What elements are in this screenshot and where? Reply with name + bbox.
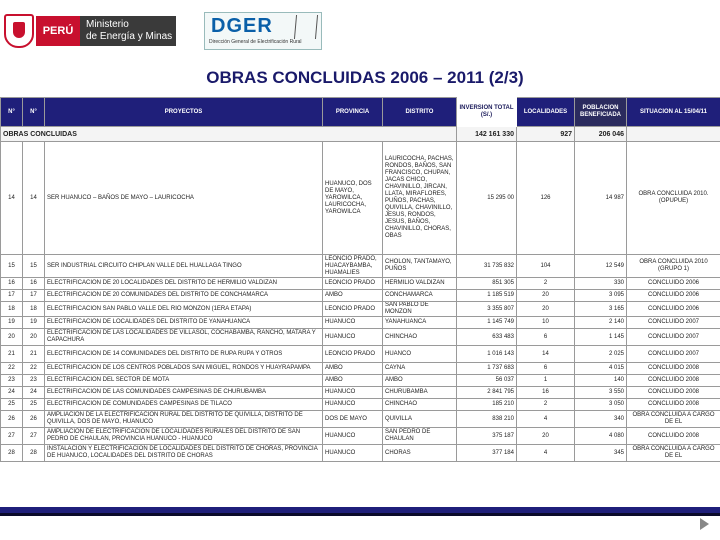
row-n2: 24 (23, 387, 45, 399)
row-provincia: HUANUCO (323, 399, 383, 411)
table-row (1, 346, 720, 363)
row-poblacion: 3 050 (575, 399, 627, 411)
row-n1: 22 (1, 363, 23, 375)
table-row (1, 302, 720, 317)
row-n2: 23 (23, 375, 45, 387)
row-proyecto: ELECTRIFICACION DE 14 COMUNIDADES DEL DISTRITO DE RUPA RUPA Y OTROS (45, 346, 323, 363)
row-proyecto: ELECTRIFICACION DE LOCALIDADES DEL DISTRITO DE YANAHUANCA (45, 317, 323, 329)
row-poblacion: 4 015 (575, 363, 627, 375)
row-n1: 15 (1, 255, 23, 278)
row-situacion: OBRA CONCLUIDA 2010 (GRUPO 1) (627, 255, 720, 278)
col-header-situacion: SITUACION AL 15/04/11 (627, 98, 720, 127)
row-situacion: CONCLUIDO 2006 (627, 290, 720, 302)
row-proyecto: AMPLIACION DE ELECTRIFICACION DE LOCALIDADES RURALES DEL DISTRITO DE SAN PEDRO DE CHAULAN, PROVINCIA HUANUCO - HUANUCO (45, 428, 323, 445)
table-row (1, 142, 720, 255)
row-situacion: CONCLUIDO 2008 (627, 363, 720, 375)
row-proyecto: ELECTRIFICACION DE 20 LOCALIDADES DEL DISTRITO DE HERMILIO VALDIZAN (45, 278, 323, 290)
row-inversion: 2 841 795 (457, 387, 517, 399)
row-n2: 27 (23, 428, 45, 445)
row-localidades: 20 (517, 290, 575, 302)
row-localidades: 16 (517, 387, 575, 399)
col-header-inversion: INVERSION TOTAL (S/.) (457, 98, 517, 127)
row-inversion: 31 735 832 (457, 255, 517, 278)
row-localidades: 20 (517, 428, 575, 445)
total-situacion (627, 127, 720, 142)
row-situacion: CONCLUIDO 2008 (627, 428, 720, 445)
row-inversion: 838 210 (457, 411, 517, 428)
row-provincia: HUANUCO, DOS DE MAYO, YAROWILCA, LAURICOCHA, YAROWILCA (323, 142, 383, 255)
col-header-n2: N° (23, 98, 45, 127)
row-n1: 18 (1, 302, 23, 317)
obras-table-container (0, 97, 720, 507)
row-n1: 28 (1, 445, 23, 462)
row-proyecto: ELECTRIFICACION DE 20 COMUNIDADES DEL DISTRITO DE CONCHAMARCA (45, 290, 323, 302)
row-n2: 16 (23, 278, 45, 290)
row-localidades: 2 (517, 399, 575, 411)
row-inversion: 185 210 (457, 399, 517, 411)
row-poblacion: 2 140 (575, 317, 627, 329)
row-inversion: 375 187 (457, 428, 517, 445)
row-proyecto: ELECTRIFICACION DE COMUNIDADES CAMPESINAS DE TILACO (45, 399, 323, 411)
total-row (1, 127, 720, 142)
row-localidades: 14 (517, 346, 575, 363)
next-slide-arrow-icon[interactable] (700, 518, 709, 530)
row-n2: 18 (23, 302, 45, 317)
row-poblacion: 3 095 (575, 290, 627, 302)
peru-logo-label: PERÚ (36, 16, 80, 46)
row-n1: 14 (1, 142, 23, 255)
row-situacion: OBRA CONCLUIDA A CARGO DE EL (627, 445, 720, 462)
col-header-n1: N° (1, 98, 23, 127)
total-localidades: 927 (517, 127, 575, 142)
row-situacion: CONCLUIDO 2008 (627, 399, 720, 411)
row-inversion: 633 483 (457, 329, 517, 346)
row-proyecto: AMPLIACION DE LA ELECTRIFICACION RURAL DEL DISTRITO DE QUIVILLA, DISTRITO DE QUIVILLA, DOS DE MAYO, HUANUCO (45, 411, 323, 428)
col-header-distrito: DISTRITO (383, 98, 457, 127)
col-header-poblacion: POBLACION BENEFICIADA (575, 98, 627, 127)
row-distrito: SAN PABLO DE MONZON (383, 302, 457, 317)
table-row (1, 428, 720, 445)
row-provincia: HUANUCO (323, 428, 383, 445)
row-proyecto: INSTALACION Y ELECTRIFICACION DE LOCALIDADES DEL DISTRITO DE CHORAS, PROVINCIA DE HUANUCO, LOCALIDADES DEL DISTRITO DE CHORAS (45, 445, 323, 462)
row-n1: 16 (1, 278, 23, 290)
row-n2: 25 (23, 399, 45, 411)
row-n2: 28 (23, 445, 45, 462)
row-proyecto: ELECTRIFICACION DEL SECTOR DE MOTA (45, 375, 323, 387)
row-poblacion: 345 (575, 445, 627, 462)
row-inversion: 1 016 143 (457, 346, 517, 363)
row-provincia: LEONCIO PRADO (323, 302, 383, 317)
col-header-proyectos: PROYECTOS (45, 98, 323, 127)
row-proyecto: SER HUANUCO – BAÑOS DE MAYO – LAURICOCHA (45, 142, 323, 255)
row-distrito: CAYNA (383, 363, 457, 375)
row-provincia: AMBO (323, 363, 383, 375)
row-localidades: 1 (517, 375, 575, 387)
row-poblacion: 1 145 (575, 329, 627, 346)
row-situacion: OBRA CONCLUIDA A CARGO DE EL (627, 411, 720, 428)
row-situacion: CONCLUIDO 2007 (627, 317, 720, 329)
row-n2: 21 (23, 346, 45, 363)
row-n2: 17 (23, 290, 45, 302)
row-provincia: HUANUCO (323, 317, 383, 329)
row-distrito: AMBO (383, 375, 457, 387)
row-inversion: 851 305 (457, 278, 517, 290)
row-situacion: CONCLUIDO 2007 (627, 329, 720, 346)
table-row (1, 445, 720, 462)
row-situacion: CONCLUIDO 2007 (627, 346, 720, 363)
row-n1: 27 (1, 428, 23, 445)
page-title: OBRAS CONCLUIDAS 2006 – 2011 (2/3) (206, 68, 524, 87)
row-provincia: HUANUCO (323, 445, 383, 462)
col-header-provincia: PROVINCIA (323, 98, 383, 127)
row-n2: 26 (23, 411, 45, 428)
table-row (1, 363, 720, 375)
row-distrito: YANAHUANCA (383, 317, 457, 329)
table-row (1, 329, 720, 346)
row-n2: 22 (23, 363, 45, 375)
row-inversion: 3 355 807 (457, 302, 517, 317)
table-row (1, 387, 720, 399)
row-inversion: 56 037 (457, 375, 517, 387)
page-footer (0, 507, 720, 540)
total-label: OBRAS CONCLUIDAS (1, 127, 457, 142)
row-localidades: 20 (517, 302, 575, 317)
footer-stripe (0, 513, 720, 516)
row-localidades: 126 (517, 142, 575, 255)
row-distrito: CHINCHAO (383, 399, 457, 411)
row-situacion: OBRA CONCLUIDA 2010. (OPUPUE) (627, 142, 720, 255)
ministerio-line2: de Energía y Minas (86, 31, 173, 42)
ministerio-logo (80, 16, 176, 46)
row-distrito: QUIVILLA (383, 411, 457, 428)
power-tower-icon (294, 15, 318, 39)
row-poblacion: 140 (575, 375, 627, 387)
table-row (1, 255, 720, 278)
row-distrito: SAN PEDRO DE CHAULAN (383, 428, 457, 445)
row-proyecto: ELECTRIFICACION DE LAS LOCALIDADES DE VILLASOL, COCHABAMBA, RANCHO, MATARA Y CAPACHURA (45, 329, 323, 346)
row-inversion: 1 145 749 (457, 317, 517, 329)
dger-logo-subtitle: Dirección General de Electrificación Rural (209, 39, 302, 45)
row-proyecto: ELECTRIFICACION DE LAS COMUNIDADES CAMPESINAS DE CHURUBAMBA (45, 387, 323, 399)
row-distrito: CHINCHAO (383, 329, 457, 346)
row-n2: 19 (23, 317, 45, 329)
row-inversion: 1 737 683 (457, 363, 517, 375)
row-provincia: LEONCIO PRADO, HUACAYBAMBA, HUAMALIES (323, 255, 383, 278)
row-n1: 23 (1, 375, 23, 387)
row-localidades: 104 (517, 255, 575, 278)
row-distrito: CONCHAMARCA (383, 290, 457, 302)
row-distrito: CHOLON, TANTAMAYO, PUÑOS (383, 255, 457, 278)
row-n2: 15 (23, 255, 45, 278)
row-provincia: AMBO (323, 375, 383, 387)
row-localidades: 6 (517, 363, 575, 375)
dger-logo-text: DGER (211, 15, 273, 37)
table-row (1, 290, 720, 302)
row-localidades: 10 (517, 317, 575, 329)
row-poblacion: 3 165 (575, 302, 627, 317)
row-situacion: CONCLUIDO 2006 (627, 302, 720, 317)
row-provincia: LEONCIO PRADO (323, 346, 383, 363)
obras-table (0, 97, 720, 462)
row-poblacion: 4 080 (575, 428, 627, 445)
dger-logo (204, 12, 322, 50)
row-poblacion: 2 025 (575, 346, 627, 363)
table-row (1, 278, 720, 290)
row-situacion: CONCLUIDO 2008 (627, 375, 720, 387)
row-poblacion: 3 550 (575, 387, 627, 399)
table-row (1, 399, 720, 411)
ministerio-line1: Ministerio (86, 19, 129, 30)
row-proyecto: ELECTRIFICACION SAN PABLO VALLE DEL RIO MONZON (1ERA ETAPA) (45, 302, 323, 317)
table-row (1, 411, 720, 428)
row-n1: 19 (1, 317, 23, 329)
coat-of-arms-icon (4, 14, 34, 48)
row-n1: 26 (1, 411, 23, 428)
row-poblacion: 12 549 (575, 255, 627, 278)
row-proyecto: ELECTRIFICACION DE LOS CENTROS POBLADOS SAN MIGUEL, RONDOS Y HUAYRAPAMPA (45, 363, 323, 375)
row-localidades: 2 (517, 278, 575, 290)
row-situacion: CONCLUIDO 2008 (627, 387, 720, 399)
table-row (1, 375, 720, 387)
row-distrito: HUANCO (383, 346, 457, 363)
row-poblacion: 14 987 (575, 142, 627, 255)
row-localidades: 6 (517, 329, 575, 346)
row-provincia: HUANUCO (323, 387, 383, 399)
row-situacion: CONCLUIDO 2006 (627, 278, 720, 290)
row-provincia: DOS DE MAYO (323, 411, 383, 428)
col-header-localidades: LOCALIDADES (517, 98, 575, 127)
row-distrito: CHURUBAMBA (383, 387, 457, 399)
row-inversion: 377 184 (457, 445, 517, 462)
row-poblacion: 330 (575, 278, 627, 290)
row-inversion: 1 185 519 (457, 290, 517, 302)
total-poblacion: 206 046 (575, 127, 627, 142)
row-distrito: LAURICOCHA, PACHAS, RONDOS, BAÑOS, SAN FRANCISCO, CHUPAN, JACAS CHICO, CHAVINILLO, JIRCAN, LLATA, MIRAFLORES, PUÑOS, PACHAS, QUIVILLA, CHAVINILLO, JESUS, RONDOS, JESUS, BAÑOS, CHAVINILLO, CHORAS, OBAS (383, 142, 457, 255)
row-poblacion: 340 (575, 411, 627, 428)
row-n2: 14 (23, 142, 45, 255)
row-n1: 25 (1, 399, 23, 411)
row-distrito: HERMILIO VALDIZAN (383, 278, 457, 290)
row-distrito: CHORAS (383, 445, 457, 462)
row-provincia: LEONCIO PRADO (323, 278, 383, 290)
row-localidades: 4 (517, 411, 575, 428)
row-provincia: HUANUCO (323, 329, 383, 346)
row-n1: 17 (1, 290, 23, 302)
table-row (1, 317, 720, 329)
total-inversion: 142 161 330 (457, 127, 517, 142)
table-header-row (1, 98, 720, 127)
row-n2: 20 (23, 329, 45, 346)
row-provincia: AMBO (323, 290, 383, 302)
row-localidades: 4 (517, 445, 575, 462)
row-n1: 24 (1, 387, 23, 399)
row-proyecto: SER INDUSTRIAL CIRCUITO CHIPLAN VALLE DEL HUALLAGA TINGO (45, 255, 323, 278)
row-inversion: 15 295 00 (457, 142, 517, 255)
row-n1: 20 (1, 329, 23, 346)
page-header (0, 0, 720, 62)
row-n1: 21 (1, 346, 23, 363)
